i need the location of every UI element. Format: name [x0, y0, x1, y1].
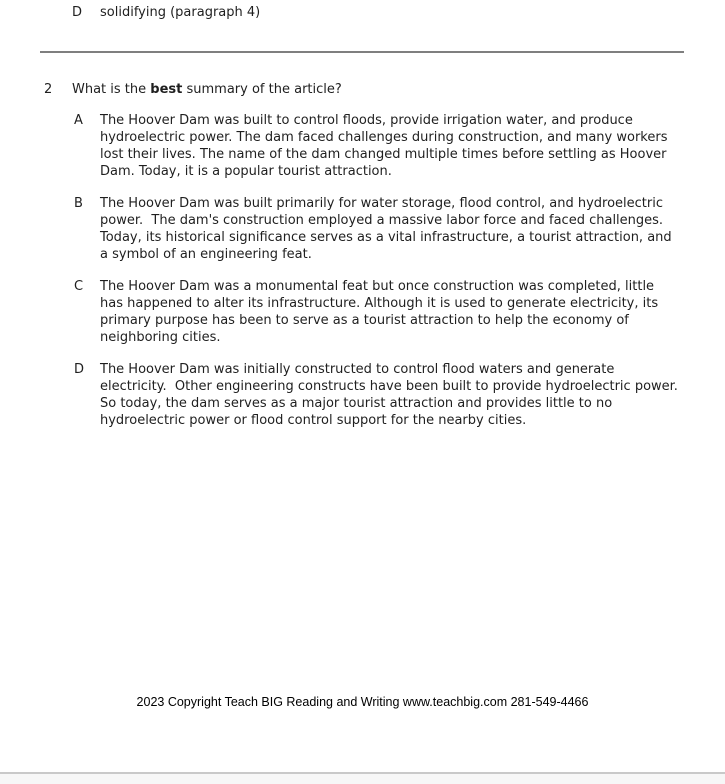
option-text: The Hoover Dam was initially constructed to control flood waters and generate electricity. Other engineering constructs have been built to provide hydroelectric power. So today, the dam serves as a major tourist attraction and provides little to no hydroelectric power or flood control support for the nearby cities. [100, 362, 683, 428]
question-number: 2 [44, 82, 53, 97]
question-text-bold: best [150, 82, 183, 97]
option-letter: A [74, 113, 83, 128]
question-text [72, 81, 342, 98]
option-letter: D [74, 362, 85, 377]
option-letter: D [72, 5, 83, 20]
option-text: The Hoover Dam was built to control floods, provide irrigation water, and produce hydroelectric power. The dam faced challenges during construction, and many workers lost their lives. The name of the dam changed multiple times before settling as Hoover Dam. Today, it is a popular tourist attraction. [100, 113, 672, 179]
previous-question-option-d [72, 4, 672, 21]
question-text-suffix: summary of the article? [182, 82, 342, 97]
option-letter: B [74, 196, 83, 211]
question-text-prefix: What is the [72, 82, 151, 97]
page-break-background [0, 774, 725, 784]
option-text: The Hoover Dam was built primarily for water storage, flood control, and hydroelectric power. The dam's construction employed a massive labor force and faced challenges. Today, its historical significance serves as a vital infrastructure, a tourist attraction, and a symbol of an engineering feat. [100, 196, 676, 262]
answer-option-b [74, 195, 680, 263]
footer-copyright: 2023 Copyright Teach BIG Reading and Writing www.teachbig.com 281-549-4466 [136, 695, 589, 709]
answer-option-d [74, 361, 683, 429]
answer-options-list [74, 112, 683, 444]
option-text: The Hoover Dam was a monumental feat but once construction was completed, little has happened to alter its infrastructure. Although it is used to generate electricity, its primary purpose has been to serve as a tourist attraction to help the economy of neighboring cities. [100, 279, 663, 345]
question-divider [40, 51, 684, 53]
answer-option-c [74, 278, 680, 346]
answer-option-a [74, 112, 680, 180]
option-letter: C [74, 279, 84, 294]
question-2 [44, 81, 684, 98]
option-text: solidifying (paragraph 4) [100, 5, 261, 20]
